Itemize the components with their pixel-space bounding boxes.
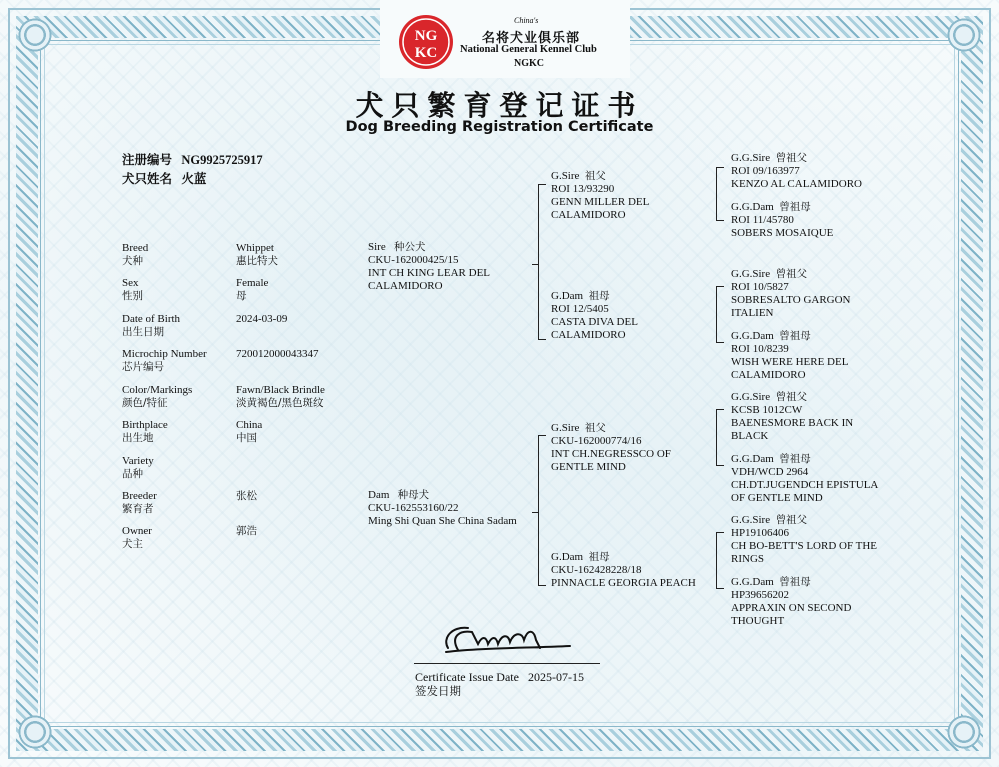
- bracket-line: [538, 435, 539, 585]
- great-grandparent-name: APPRAXIN ON SECOND: [731, 602, 852, 614]
- bracket-line: [716, 220, 724, 221]
- detail-label-en: Breed: [122, 242, 149, 254]
- svg-text:KC: KC: [414, 45, 438, 61]
- great-grandparent-role: [731, 330, 811, 343]
- dam-role: [368, 489, 429, 502]
- role-en: G.G.Sire: [731, 391, 771, 403]
- detail-value-cn: 张松: [236, 490, 257, 502]
- issue-date-label: Certificate Issue Date: [415, 670, 519, 684]
- grandparent-reg: CKU-162000774/16: [551, 435, 642, 447]
- role-cn: 曾祖父: [775, 152, 808, 164]
- role-cn: 祖母: [588, 290, 610, 302]
- bracket-line: [716, 588, 724, 589]
- detail-label-cn: 性别: [122, 290, 143, 302]
- sire-role-en: Sire: [368, 241, 386, 253]
- sire-reg: CKU-162000425/15: [368, 254, 459, 266]
- grandparent-reg: ROI 13/93290: [551, 183, 615, 195]
- issue-date: 2025-07-15: [527, 670, 584, 684]
- detail-label-cn: 犬主: [122, 538, 143, 550]
- detail-value-en: Fawn/Black Brindle: [236, 384, 325, 396]
- role-en: G.Dam: [551, 551, 584, 563]
- great-grandparent-role: [731, 268, 807, 281]
- role-en: G.G.Sire: [731, 152, 771, 164]
- detail-value-en: Female: [236, 277, 269, 289]
- great-grandparent-role: [731, 453, 811, 466]
- bracket-line: [716, 409, 724, 410]
- bracket-line: [716, 409, 717, 465]
- detail-label-cn: 品种: [122, 468, 143, 480]
- great-grandparent-name: KENZO AL CALAMIDORO: [731, 178, 862, 190]
- great-grandparent-name: THOUGHT: [731, 615, 785, 627]
- great-grandparent-name: OF GENTLE MIND: [731, 492, 823, 504]
- great-grandparent-name: CH BO-BETT'S LORD OF THE: [731, 540, 878, 552]
- signature-line: [414, 663, 600, 664]
- role-en: G.G.Sire: [731, 514, 771, 526]
- great-grandparent-name: ITALIEN: [731, 307, 774, 319]
- detail-label-en: Variety: [122, 455, 154, 467]
- detail-label-cn: 犬种: [122, 255, 143, 267]
- great-grandparent-name: CALAMIDORO: [731, 369, 806, 381]
- role-en: G.Sire: [551, 422, 580, 434]
- grandparent-reg: CKU-162428228/18: [551, 564, 642, 576]
- detail-label-cn: 颜色/特征: [122, 397, 168, 409]
- title-en: Dog Breeding Registration Certificate: [345, 119, 654, 135]
- bracket-line: [716, 342, 724, 343]
- registration-number: NG9925725917: [181, 153, 263, 167]
- grandparent-name: PINNACLE GEORGIA PEACH: [551, 577, 696, 589]
- detail-value-en: China: [236, 419, 263, 431]
- grandparent-role: [551, 290, 610, 303]
- great-grandparent-name: SOBRESALTO GARGON: [731, 294, 851, 306]
- detail-value-cn: 中国: [236, 432, 257, 444]
- sire-role: [368, 241, 425, 254]
- detail-value-en: 2024-03-09: [236, 313, 288, 325]
- club-name-cn: 名将犬业俱乐部: [482, 31, 581, 46]
- bracket-line: [538, 435, 546, 436]
- bracket-line: [716, 167, 724, 168]
- role-en: G.G.Dam: [731, 330, 774, 342]
- grandparent-role: [551, 551, 610, 564]
- bracket-line: [538, 339, 546, 340]
- dam-role-en: Dam: [368, 489, 390, 501]
- sire-role-cn: 种公犬: [393, 241, 426, 253]
- detail-value-cn: 母: [236, 290, 247, 302]
- issue-date-label-cn: 签发日期: [415, 684, 461, 698]
- bracket-line: [538, 184, 546, 185]
- great-grandparent-role: [731, 201, 811, 214]
- great-grandparent-reg: VDH/WCD 2964: [731, 466, 809, 478]
- dog-name: 火蓝: [181, 171, 207, 186]
- detail-label-cn: 芯片编号: [122, 361, 164, 373]
- svg-text:NG: NG: [414, 28, 438, 44]
- corner-ornament-icon: [947, 18, 981, 52]
- bracket-line: [716, 532, 717, 588]
- great-grandparent-reg: ROI 10/8239: [731, 343, 789, 355]
- grandparent-name: INT CH.NEGRESSCO OF: [551, 448, 671, 460]
- grandparent-name: CASTA DIVA DEL: [551, 316, 638, 328]
- club-abbreviation: NGKC: [514, 58, 544, 69]
- issue-date-row: [415, 670, 584, 684]
- great-grandparent-reg: ROI 11/45780: [731, 214, 794, 226]
- role-cn: 祖父: [584, 422, 606, 434]
- role-cn: 曾祖父: [775, 391, 808, 403]
- detail-value-en: Whippet: [236, 242, 274, 254]
- role-en: G.Dam: [551, 290, 584, 302]
- detail-value-cn: 郭浩: [236, 525, 257, 537]
- detail-label-en: Breeder: [122, 490, 157, 502]
- grandparent-name: CALAMIDORO: [551, 209, 626, 221]
- role-cn: 曾祖母: [779, 576, 811, 588]
- great-grandparent-reg: KCSB 1012CW: [731, 404, 803, 416]
- great-grandparent-role: [731, 391, 807, 404]
- dog-name-label: 犬只姓名: [122, 171, 173, 186]
- role-cn: 曾祖母: [779, 201, 811, 213]
- sire-name: CALAMIDORO: [368, 280, 443, 292]
- club-subtitle: China's: [514, 16, 539, 25]
- sire-name: INT CH KING LEAR DEL: [368, 267, 491, 279]
- detail-value-cn: 淡黄褐色/黑色斑纹: [236, 397, 324, 409]
- grandparent-name: GENTLE MIND: [551, 461, 626, 473]
- great-grandparent-reg: ROI 09/163977: [731, 165, 800, 177]
- great-grandparent-name: WISH WERE HERE DEL: [731, 356, 849, 368]
- grandparent-name: GENN MILLER DEL: [551, 196, 650, 208]
- registration-number-label: 注册编号: [122, 152, 173, 167]
- grandparent-reg: ROI 12/5405: [551, 303, 609, 315]
- role-cn: 祖母: [588, 551, 610, 563]
- detail-label-cn: 繁育者: [122, 503, 154, 515]
- bracket-line: [716, 286, 724, 287]
- bracket-line: [538, 184, 539, 339]
- grandparent-name: CALAMIDORO: [551, 329, 626, 341]
- great-grandparent-name: RINGS: [731, 553, 765, 565]
- title-cn: 犬只繁育登记证书: [355, 89, 644, 122]
- corner-ornament-icon: [947, 715, 981, 749]
- role-en: G.G.Dam: [731, 453, 774, 465]
- bracket-line: [538, 585, 546, 586]
- role-cn: 曾祖母: [779, 453, 811, 465]
- great-grandparent-role: [731, 576, 811, 589]
- detail-label-en: Date of Birth: [122, 313, 181, 325]
- detail-value-cn: 惠比特犬: [236, 255, 278, 267]
- detail-label-en: Owner: [122, 525, 152, 537]
- great-grandparent-role: [731, 514, 807, 527]
- role-en: G.G.Dam: [731, 201, 774, 213]
- corner-ornament-icon: [18, 18, 52, 52]
- bracket-line: [716, 167, 717, 220]
- bracket-line: [716, 532, 724, 533]
- detail-value-en: 720012000043347: [236, 348, 319, 360]
- detail-label-en: Microchip Number: [122, 348, 207, 360]
- dam-role-cn: 种母犬: [397, 489, 430, 501]
- great-grandparent-reg: HP39656202: [731, 589, 790, 601]
- bracket-line: [716, 286, 717, 342]
- great-grandparent-name: BAENESMORE BACK IN: [731, 417, 854, 429]
- grandparent-role: [551, 422, 606, 435]
- club-name-en: National General Kennel Club: [460, 44, 597, 55]
- corner-ornament-icon: [18, 715, 52, 749]
- dam-name: Ming Shi Quan She China Sadam: [368, 515, 517, 527]
- detail-label-en: Color/Markings: [122, 384, 193, 396]
- great-grandparent-name: BLACK: [731, 430, 769, 442]
- detail-label-cn: 出生日期: [122, 326, 164, 338]
- grandparent-role: [551, 170, 606, 183]
- great-grandparent-name: SOBERS MOSAIQUE: [731, 227, 834, 239]
- great-grandparent-role: [731, 152, 807, 165]
- registration-number-row: [122, 150, 263, 168]
- role-cn: 曾祖父: [775, 268, 808, 280]
- detail-label-en: Birthplace: [122, 419, 168, 431]
- great-grandparent-reg: ROI 10/5827: [731, 281, 789, 293]
- role-cn: 曾祖母: [779, 330, 811, 342]
- ngkc-logo-icon: [398, 14, 454, 70]
- great-grandparent-reg: HP19106406: [731, 527, 790, 539]
- role-cn: 祖父: [584, 170, 606, 182]
- role-en: G.G.Dam: [731, 576, 774, 588]
- dam-reg: CKU-162553160/22: [368, 502, 459, 514]
- role-en: G.Sire: [551, 170, 580, 182]
- great-grandparent-name: CH.DT.JUGENDCH EPISTULA: [731, 479, 879, 491]
- role-en: G.G.Sire: [731, 268, 771, 280]
- dog-name-row: [122, 169, 206, 187]
- detail-label-cn: 出生地: [122, 432, 154, 444]
- role-cn: 曾祖父: [775, 514, 808, 526]
- bracket-line: [716, 465, 724, 466]
- signature-icon: [438, 618, 578, 660]
- detail-label-en: Sex: [122, 277, 139, 289]
